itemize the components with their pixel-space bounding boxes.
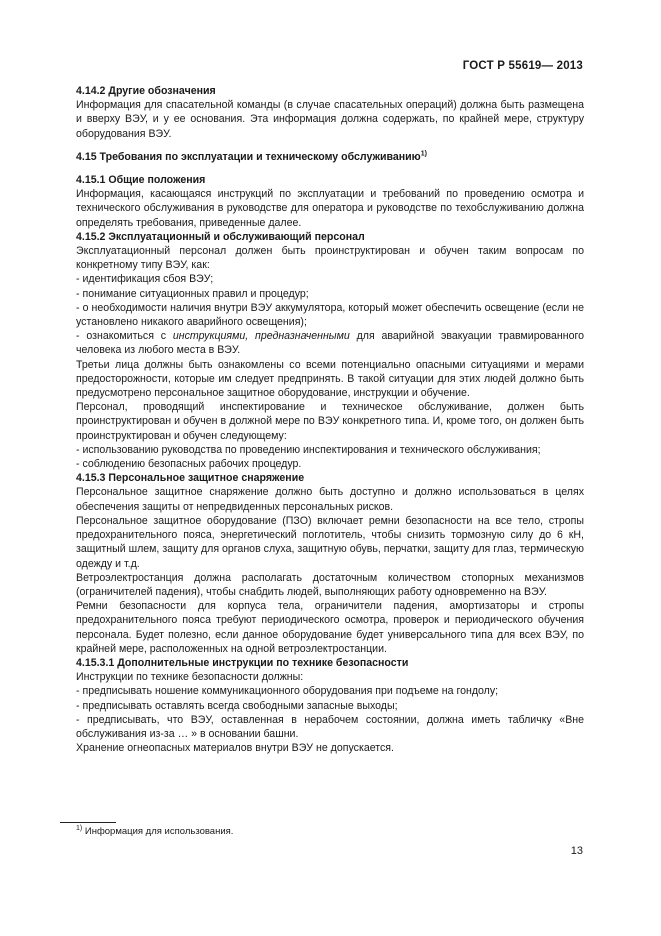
list-item: - соблюдению безопасных рабочих процедур.: [76, 458, 302, 471]
list-item: - о необходимости наличия внутри ВЭУ аккумулятора, который может обеспечить освещение (если не установлено никакого аварийного освещения);: [76, 301, 584, 329]
list-item: - предписывать, что ВЭУ, оставленная в нерабочем состоянии, должна иметь табличку «Вне обслуживания из-за … » в основании башни.: [76, 713, 584, 740]
heading-4-15: 4.15 Требования по эксплуатации и техническому обслуживанию$^{1)}$: [76, 150, 427, 163]
list-item: - ознакомиться с инструкциями, предназначенными для аварийной эвакуации травмированного человека из любого места в ВЭУ.: [76, 330, 584, 357]
heading-4-15-3-1: 4.15.3.1 Дополнительные инструкции по технике безопасности: [76, 656, 409, 669]
emphasis-text: инструкциями, предназначенными: [172, 330, 350, 343]
paragraph: Хранение огнеопасных материалов внутри ВЭУ не допускается.: [76, 742, 394, 755]
paragraph: Третьи лица должны быть ознакомлены со всеми потенциально опасными ситуациями и мерами предосторожности, которые им следует предпринять. В такой ситуации для этих людей должно быть предусмотрено персональное защитное оборудование, инструкции и обучение.: [76, 358, 584, 400]
footnote-text: Информация для использования.: [82, 826, 234, 837]
list-item: - предписывать ношение коммуникационного оборудования при подъеме на гондолу;: [76, 685, 499, 698]
paragraph: Инструкции по технике безопасности должны:: [76, 671, 304, 684]
paragraph: Персональное защитное снаряжение должно быть доступно и должно использоваться в целях обеспечения защиты от непредвиденных персональных рисков.: [76, 486, 584, 513]
heading-4-14-2: 4.14.2 Другие обозначения: [76, 85, 216, 97]
main-content: [76, 84, 584, 755]
list-item: - предписывать оставлять всегда свободными запасные выходы;: [76, 699, 398, 712]
page-number: 13: [570, 845, 583, 857]
heading-4-15-2: 4.15.2 Эксплуатационный и обслуживающий персонал: [76, 230, 365, 243]
footnote: [76, 826, 233, 837]
heading-4-15-3: 4.15.3 Персональное защитное снаряжение: [76, 472, 305, 485]
paragraph: Информация, касающаяся инструкций по эксплуатации и требований по проведению осмотра и технического обслуживания в руководстве для оператора и руководстве по техобслуживанию должна определять требования, приведенные далее.: [76, 188, 584, 229]
list-item: - использованию руководства по проведению инспектирования и технического обслуживания;: [76, 443, 541, 456]
paragraph: Персональное защитное оборудование (ПЗО) включает ремни безопасности на все тело, стропы предохранительного пояса, энергетический поглотитель, чтобы снизить тормозную силу до 6 кН, защитный шлем, защиту для органов слуха, защитную обувь, перчатки, защиту для глаз, термическую одежду и т.д.: [76, 514, 584, 570]
list-item: - понимание ситуационных правил и процедур;: [76, 287, 309, 300]
paragraph: Эксплуатационный персонал должен быть проинструктирован и обучен таким вопросам по конкретному типу ВЭУ, как:: [76, 245, 584, 272]
footnote-mark: 1): [76, 824, 83, 832]
list-item: - идентификация сбоя ВЭУ;: [76, 273, 214, 286]
heading-4-15-1: 4.15.1 Общие положения: [76, 174, 206, 187]
standard-number: ГОСТ Р 55619— 2013: [462, 60, 583, 72]
footnote-divider: [60, 822, 116, 823]
paragraph: Ветроэлектростанция должна располагать достаточным количеством стопорных механизмов (ограничителей падения), чтобы снабдить людей, выполняющих работу одновременно на ВЭУ.: [76, 571, 584, 598]
footnote-reference: 1): [420, 150, 427, 158]
paragraph: Информация для спасательной команды (в случае спасательных операций) должна быть размещена и вверху ВЭУ, и у ее основания. Эта информация должна содержать, по крайней мере, структуру оборудования ВЭУ.: [76, 99, 584, 140]
paragraph: Персонал, проводящий инспектирование и техническое обслуживание, должен быть проинструктирован и обучен в должной мере по ВЭУ конкретного типа. И, кроме того, он должен быть проинструктирован и обучен следующему:: [76, 401, 584, 442]
paragraph: Ремни безопасности для корпуса тела, ограничители падения, амортизаторы и стропы предохранительного пояса требуют периодического осмотра, проверок и периодического обучения персонала. Будет полезно, если данное оборудование будет универсального типа для всех ВЭУ, по крайней мере, расположенных на одной ветроэлектростанции.: [76, 600, 584, 655]
